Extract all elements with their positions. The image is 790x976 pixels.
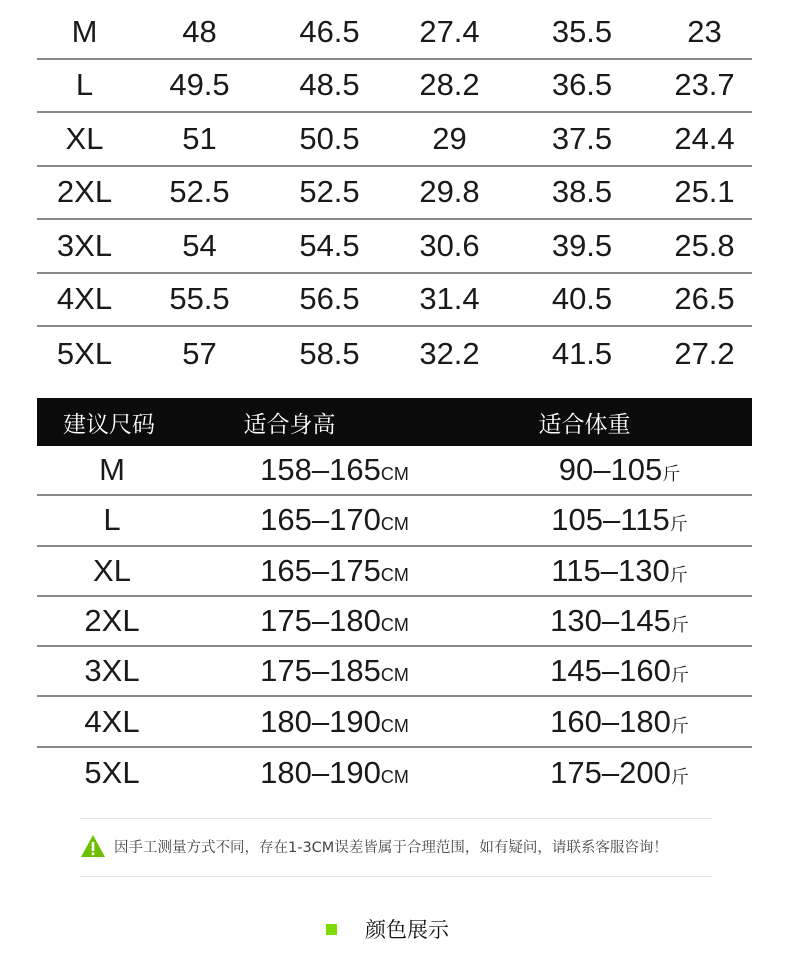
weight-value: 160–180 bbox=[550, 703, 671, 739]
warning-triangle-icon bbox=[80, 834, 106, 858]
measure-cell: 23.7 bbox=[674, 67, 735, 103]
measure-cell: 27.4 bbox=[419, 13, 480, 49]
size-cell: M bbox=[71, 13, 98, 49]
recommendation-header bbox=[37, 398, 752, 446]
height-cell bbox=[187, 553, 442, 589]
measure-cell: 37.5 bbox=[551, 120, 613, 156]
size-cell: 5XL bbox=[84, 754, 140, 790]
size-cell: 2XL bbox=[84, 603, 140, 639]
measure-cell: 29 bbox=[432, 120, 467, 156]
height-cell bbox=[187, 603, 442, 639]
measure-cell: 48.5 bbox=[299, 67, 360, 103]
measure-cell: 32.2 bbox=[419, 335, 480, 371]
measure-cell: 29.8 bbox=[419, 174, 480, 210]
table-row bbox=[37, 6, 752, 60]
table-row bbox=[37, 496, 752, 546]
header-height: 适合身高 bbox=[243, 411, 336, 438]
recommendation-table bbox=[37, 446, 752, 798]
size-cell: 2XL bbox=[56, 174, 113, 210]
height-cell bbox=[187, 653, 442, 689]
measure-cell: 39.5 bbox=[551, 227, 613, 263]
size-cell: L bbox=[75, 67, 94, 103]
height-unit: CM bbox=[380, 665, 409, 686]
weight-unit: 斤 bbox=[670, 615, 689, 637]
height-unit: CM bbox=[380, 715, 409, 736]
size-cell: 4XL bbox=[84, 703, 140, 739]
measure-cell: 30.6 bbox=[419, 227, 480, 263]
height-value: 175–180 bbox=[260, 603, 381, 639]
height-unit: CM bbox=[380, 766, 409, 787]
weight-unit: 斤 bbox=[670, 766, 689, 788]
height-value: 165–170 bbox=[260, 502, 381, 538]
weight-cell bbox=[442, 452, 752, 488]
measure-cell: 24.4 bbox=[674, 120, 735, 156]
measure-cell: 46.5 bbox=[299, 13, 360, 49]
weight-value: 145–160 bbox=[550, 653, 671, 689]
weight-cell bbox=[442, 553, 752, 589]
height-value: 180–190 bbox=[260, 703, 381, 739]
weight-cell bbox=[442, 653, 752, 689]
weight-cell bbox=[442, 755, 752, 791]
table-row bbox=[37, 697, 752, 747]
weight-unit: 斤 bbox=[670, 665, 689, 687]
table-row bbox=[37, 113, 752, 167]
measurement-notice bbox=[80, 833, 740, 859]
measure-cell: 25.1 bbox=[674, 174, 735, 210]
weight-unit: 斤 bbox=[669, 514, 688, 536]
notice-text: 因手工测量方式不同，存在1-3CM误差皆属于合理范围，如有疑问，请联系客服咨询！ bbox=[114, 839, 668, 856]
header-size: 建议尺码 bbox=[63, 411, 155, 438]
square-marker-icon bbox=[326, 924, 337, 935]
table-row bbox=[37, 446, 752, 496]
height-unit: CM bbox=[380, 464, 409, 485]
table-row bbox=[37, 647, 752, 697]
header-weight: 适合体重 bbox=[538, 411, 631, 438]
measure-cell: 35.5 bbox=[551, 13, 613, 49]
weight-value: 175–200 bbox=[550, 754, 671, 790]
height-value: 175–185 bbox=[260, 653, 381, 689]
height-cell bbox=[187, 452, 442, 488]
size-cell: 4XL bbox=[56, 281, 113, 317]
size-cell: XL bbox=[65, 120, 104, 156]
measure-cell: 56.5 bbox=[299, 281, 360, 317]
weight-cell bbox=[442, 502, 752, 538]
table-row bbox=[37, 60, 752, 114]
size-cell: 5XL bbox=[56, 335, 113, 371]
size-cell: 3XL bbox=[84, 653, 140, 689]
height-value: 180–190 bbox=[260, 754, 381, 790]
measure-cell: 55.5 bbox=[169, 281, 230, 317]
measure-cell: 49.5 bbox=[169, 67, 230, 103]
height-value: 165–175 bbox=[260, 552, 381, 588]
measure-cell: 50.5 bbox=[299, 120, 360, 156]
table-row bbox=[37, 748, 752, 798]
measure-cell: 54 bbox=[182, 227, 217, 263]
table-row bbox=[37, 274, 752, 328]
measure-cell: 40.5 bbox=[551, 281, 613, 317]
notice-divider-bottom bbox=[80, 876, 712, 877]
table-row bbox=[37, 220, 752, 274]
weight-unit: 斤 bbox=[669, 564, 688, 586]
color-section-title bbox=[326, 914, 449, 944]
height-unit: CM bbox=[380, 564, 409, 585]
weight-cell bbox=[442, 704, 752, 740]
table-row bbox=[37, 167, 752, 221]
weight-value: 130–145 bbox=[550, 603, 671, 639]
weight-value: 90–105 bbox=[558, 452, 663, 488]
measure-cell: 58.5 bbox=[299, 335, 360, 371]
measure-cell: 28.2 bbox=[419, 67, 480, 103]
measure-cell: 27.2 bbox=[674, 335, 735, 371]
height-unit: CM bbox=[380, 615, 409, 636]
table-row bbox=[37, 597, 752, 647]
measure-cell: 23 bbox=[687, 13, 722, 49]
size-cell: XL bbox=[93, 552, 131, 588]
weight-value: 115–130 bbox=[551, 552, 670, 588]
weight-value: 105–115 bbox=[551, 502, 670, 538]
measure-cell: 52.5 bbox=[169, 174, 230, 210]
measure-cell: 57 bbox=[182, 335, 217, 371]
height-cell bbox=[187, 755, 442, 791]
measure-cell: 31.4 bbox=[419, 281, 480, 317]
measure-cell: 26.5 bbox=[674, 281, 735, 317]
notice-divider-top bbox=[80, 818, 712, 819]
measure-cell: 38.5 bbox=[551, 174, 613, 210]
height-cell bbox=[187, 704, 442, 740]
measure-cell: 48 bbox=[182, 13, 217, 49]
measure-cell: 51 bbox=[182, 120, 217, 156]
weight-cell bbox=[442, 603, 752, 639]
size-cell: 3XL bbox=[56, 227, 113, 263]
table-row bbox=[37, 547, 752, 597]
size-measurement-table bbox=[37, 6, 752, 381]
color-section-heading: 颜色展示 bbox=[365, 918, 449, 942]
measure-cell: 54.5 bbox=[299, 227, 360, 263]
measure-cell: 25.8 bbox=[674, 227, 735, 263]
height-value: 158–165 bbox=[260, 452, 381, 488]
measure-cell: 52.5 bbox=[299, 174, 360, 210]
table-row bbox=[37, 327, 752, 381]
measure-cell: 36.5 bbox=[551, 67, 613, 103]
height-cell bbox=[187, 502, 442, 538]
weight-unit: 斤 bbox=[670, 715, 689, 737]
measure-cell: 41.5 bbox=[551, 335, 613, 371]
size-cell: L bbox=[103, 502, 121, 538]
weight-unit: 斤 bbox=[662, 464, 681, 486]
size-cell: M bbox=[99, 452, 125, 488]
height-unit: CM bbox=[380, 514, 409, 535]
